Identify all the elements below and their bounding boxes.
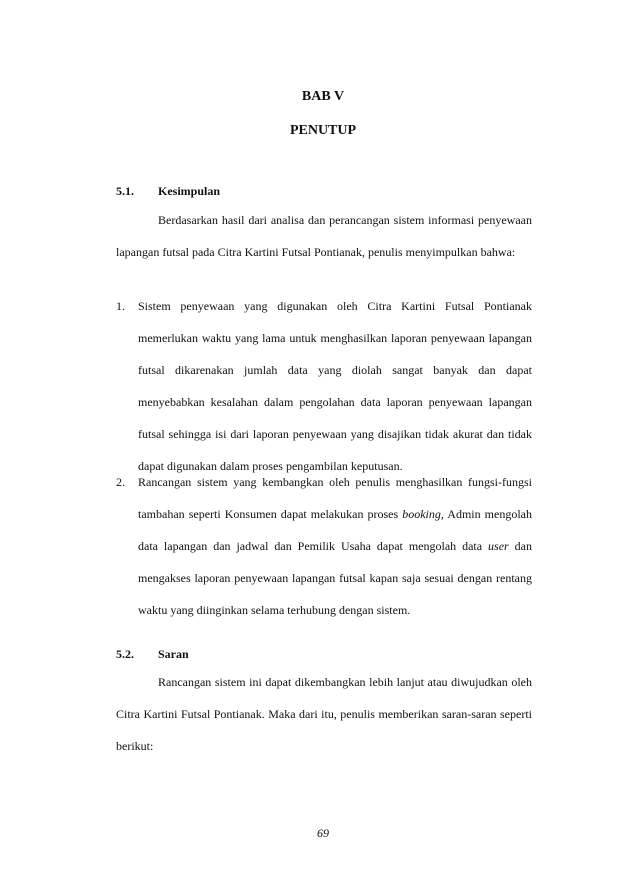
list-item-text-part: Rancangan sistem yang kembangkan oleh penulis menghasilkan fungsi-fungsi tambahan seperti Konsumen dapat melakukan proses — [138, 475, 532, 521]
kesimpulan-list-continued — [116, 466, 532, 626]
saran-paragraph: Rancangan sistem ini dapat dikembangkan lebih lanjut atau diwujudkan oleh Citra Kartini Futsal Pontianak. Maka dari itu, penulis memberikan saran-saran seperti berikut: — [116, 675, 532, 753]
list-item-text-part: , Admin mengolah data lapangan dan jadwal dan Pemilik Usaha dapat mengolah data — [138, 507, 532, 553]
kesimpulan-intro-paragraph: Berdasarkan hasil dari analisa dan perancangan sistem informasi penyewaan lapangan futsal pada Citra Kartini Futsal Pontianak, penulis menyimpulkan bahwa: — [116, 213, 532, 259]
list-item-text-part: dan mengakses laporan penyewaan lapangan futsal kapan saja sesuai dengan rentang waktu yang diinginkan selama terhubung dengan sistem. — [138, 539, 532, 617]
list-item-number: 1. — [116, 299, 125, 313]
section-title-saran: Saran — [158, 647, 189, 661]
list-item — [116, 290, 532, 482]
list-item-text — [138, 475, 532, 617]
chapter-label: BAB V — [301, 89, 345, 104]
italic-term-booking: booking — [402, 507, 441, 521]
list-item-text: Sistem penyewaan yang digunakan oleh Citra Kartini Futsal Pontianak memerlukan waktu yang lama untuk menghasilkan laporan penyewaan lapangan futsal dikarenakan jumlah data yang diolah sangat banyak dan dapat menyebabkan kesalahan dalam pengolahan data laporan penyewaan lapangan futsal sehingga isi dari laporan penyewaan yang disajikan tidak akurat dan tidak dapat digunakan dalam proses pengambilan keputusan. — [138, 299, 532, 473]
chapter-title: PENUTUP — [289, 123, 357, 138]
section-title-kesimpulan: Kesimpulan — [158, 184, 221, 198]
section-number-5-2: 5.2. — [116, 647, 134, 661]
kesimpulan-list — [116, 290, 532, 482]
list-item-number: 2. — [116, 475, 125, 489]
list-item — [116, 466, 532, 626]
page-number: 69 — [317, 826, 329, 840]
section-number-5-1: 5.1. — [116, 184, 134, 198]
italic-term-user: user — [488, 539, 509, 553]
